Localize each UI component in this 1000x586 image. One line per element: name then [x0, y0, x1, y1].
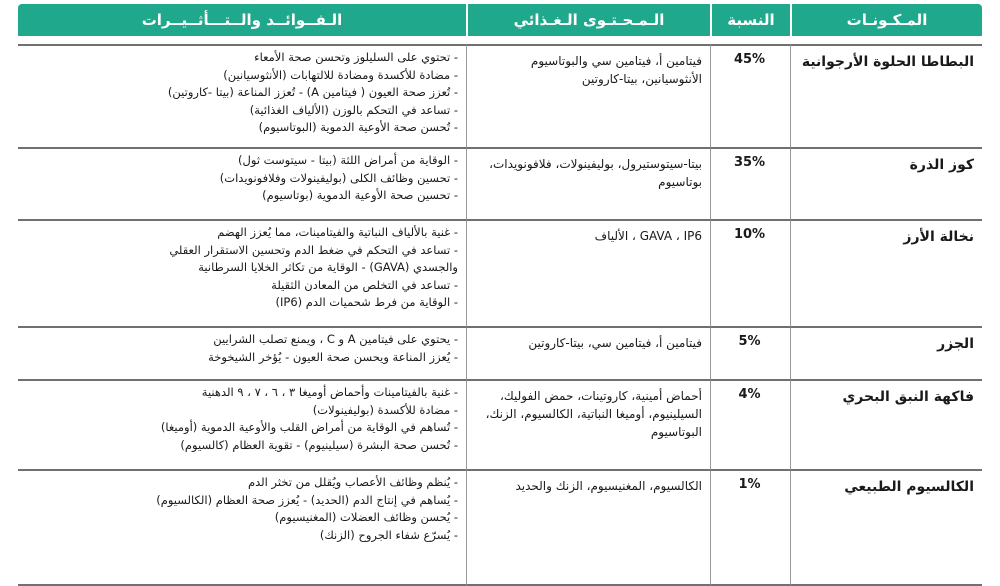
- benefit-line: - يُنظم وظائف الأعصاب ويُقلل من تخثر الدم: [247, 475, 458, 489]
- benefit-line: - تساعد في التخلص من المعادن الثقيلة: [271, 277, 458, 292]
- percentage-value: 1%: [710, 471, 790, 586]
- nutritional-content: فيتامين أ، فيتامين سي، بيتا-كاروتين: [466, 328, 710, 381]
- percentage-value: 5%: [710, 328, 790, 381]
- benefits-cell: [18, 221, 466, 328]
- component-name: فاكهة النبق البحري: [790, 381, 982, 471]
- benefit-line: - تحسين وظائف الكلى (بوليفينولات وفلافونويدات): [219, 170, 458, 185]
- nutritional-content: فيتامين أ، فيتامين سي والبوتاسيوم الأنثوسيانين، بيتا-كاروتين: [466, 44, 710, 149]
- percentage-value: 4%: [710, 381, 790, 471]
- benefit-line: - تحسين صحة الأوعية الدموية (بوتاسيوم): [262, 188, 458, 202]
- table-row: [18, 149, 982, 221]
- benefits-cell: [18, 44, 466, 149]
- header-components: المـكـونـات: [790, 4, 982, 44]
- benefit-line: - يُسرّع شفاء الجروح (الزنك): [319, 527, 458, 542]
- nutritional-content: بيتا-سيتوستيرول، بوليفينولات، فلافونويدات، بوتاسيوم: [466, 149, 710, 221]
- component-name: البطاطا الحلوة الأرجوانية: [790, 44, 982, 149]
- benefit-line: - تساعد في التحكم في ضغط الدم وتحسين الاستقرار العقلي: [169, 242, 458, 257]
- ingredients-table-container: [18, 4, 982, 586]
- benefit-line: - مضادة للأكسدة (بوليفينولات): [312, 402, 458, 417]
- nutritional-content: الكالسيوم، المغنيسيوم، الزنك والحديد: [466, 471, 710, 586]
- benefit-line: - يُعزز المناعة ويحسن صحة العيون - يُؤخر الشيخوخة: [208, 349, 458, 364]
- benefit-line: - تُساهم في الوقاية من أمراض القلب والأوعية الدموية (أوميغا): [160, 420, 458, 434]
- header-percentage: النسبة: [710, 4, 790, 44]
- benefit-line: - تحتوي على السليلوز وتحسن صحة الأمعاء: [254, 50, 458, 64]
- benefits-cell: [18, 381, 466, 471]
- component-name: الكالسيوم الطبيعي: [790, 471, 982, 586]
- benefit-line: - يُحسن وظائف العضلات (المغنيسيوم): [274, 510, 458, 524]
- nutritional-content: GAVA ، IP6 ، الألياف: [466, 221, 710, 328]
- benefits-cell: [18, 149, 466, 221]
- percentage-value: 10%: [710, 221, 790, 328]
- table-row: [18, 471, 982, 586]
- benefit-line: - تُحسن صحة الأوعية الدموية (البوتاسيوم): [258, 120, 458, 134]
- benefit-line: - يحتوي على فيتامين A و C ، ويمنع تصلب الشرايين: [213, 332, 458, 346]
- benefit-line: - غنية بالألياف النباتية والفيتامينات، مما يُعزز الهضم: [217, 225, 458, 239]
- benefit-line: والجسدي (GAVA) - الوقاية من تكاثر الخلايا السرطانية: [198, 260, 458, 274]
- percentage-value: 45%: [710, 44, 790, 149]
- header-nutritional-content: الـمـحـتـوى الـغـذائي: [466, 4, 710, 44]
- component-name: الجزر: [790, 328, 982, 381]
- nutritional-content: أحماض أمينية، كاروتينات، حمض الفوليك، السيلينيوم، أوميغا النباتية، الكالسيوم، الزنك، البوتاسيوم: [466, 381, 710, 471]
- benefits-cell: [18, 328, 466, 381]
- ingredients-table: [18, 4, 982, 586]
- header-benefits: الـفــوائــد والــتـــأثــيــرات: [18, 4, 466, 44]
- benefit-line: - تُحسن صحة البشرة (سيلينيوم) - تقوية العظام (كالسيوم): [180, 437, 458, 452]
- table-row: [18, 328, 982, 381]
- percentage-value: 35%: [710, 149, 790, 221]
- benefit-line: - تساعد في التحكم بالوزن (الألياف الغذائية): [249, 102, 458, 117]
- table-header-row: [18, 4, 982, 44]
- table-row: [18, 221, 982, 328]
- table-row: [18, 44, 982, 149]
- benefit-line: - الوقاية من أمراض اللثة (بيتا - سيتوست ثول): [238, 153, 458, 167]
- component-name: نخالة الأرز: [790, 221, 982, 328]
- benefits-cell: [18, 471, 466, 586]
- benefit-line: - مضادة للأكسدة ومضادة للالتهابات (الأنثوسيانين): [223, 67, 458, 82]
- benefit-line: - غنية بالفيتامينات وأحماض أوميغا ٣ ، ٦ ، ٧ ، ٩ الدهنية: [201, 385, 458, 399]
- component-name: كوز الذرة: [790, 149, 982, 221]
- benefit-line: - تُعزز صحة العيون ( فيتامين A) - تُعزز المناعة (بيتا -كاروتين): [167, 85, 458, 99]
- benefit-line: - يُساهم في إنتاج الدم (الحديد) - يُعزز صحة العظام (الكالسيوم): [156, 492, 458, 507]
- table-row: [18, 381, 982, 471]
- benefit-line: - الوقاية من فرط شحميات الدم (IP6): [275, 295, 458, 309]
